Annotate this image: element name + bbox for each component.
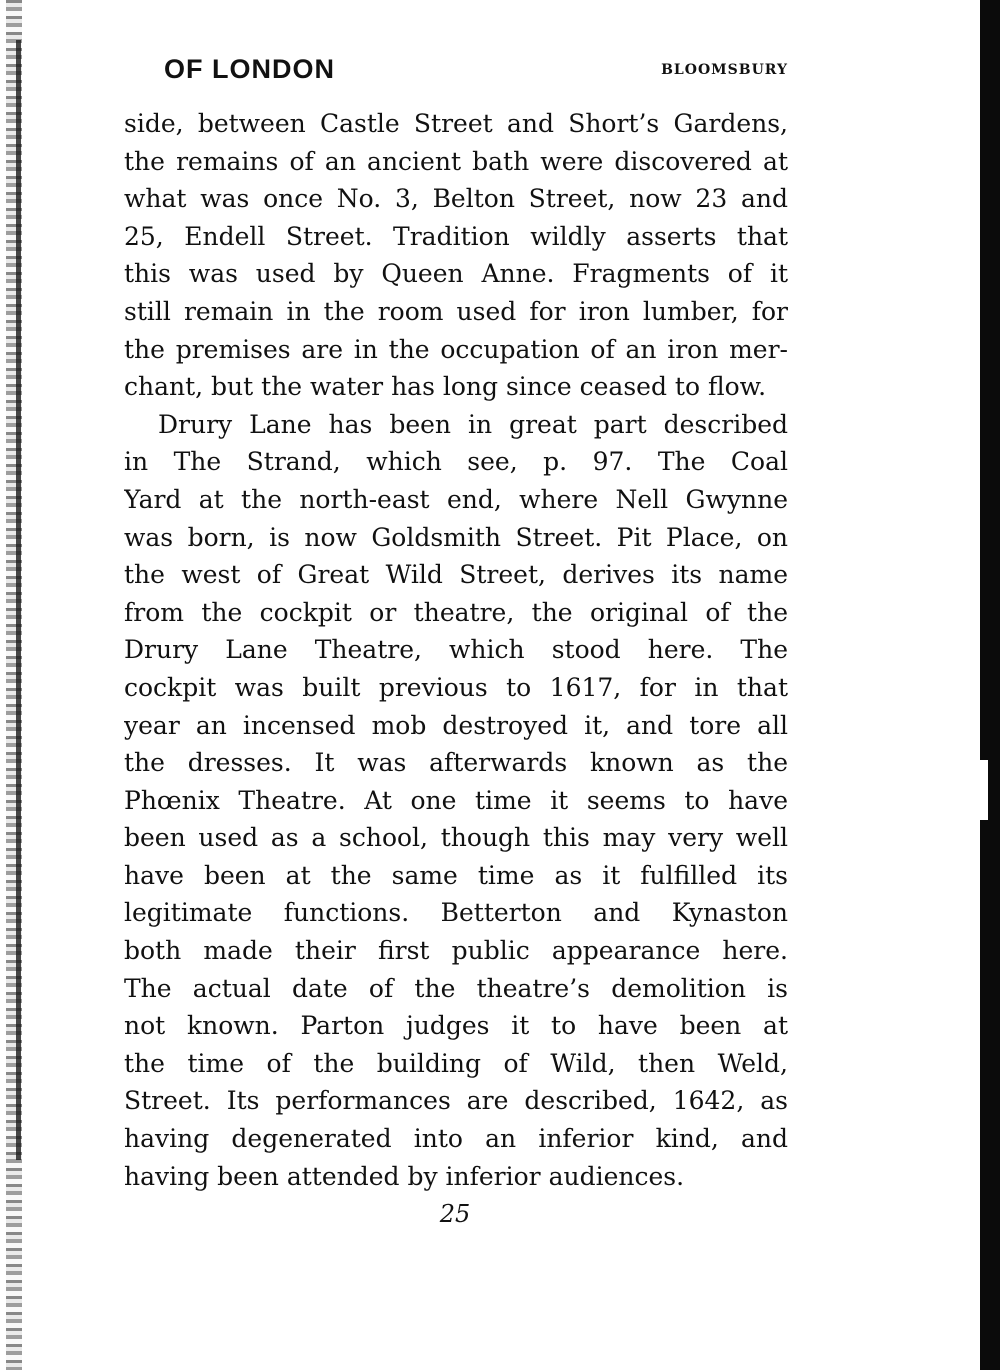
text-line: the premises are in the occupation of an iron mer- (124, 334, 788, 364)
text-line: still remain in the room used for iron lumber, for (124, 296, 788, 326)
scan-right-edge-gap (980, 760, 988, 820)
text-line: the time of the building of Wild, then Weld, (124, 1048, 788, 1078)
running-head-title: OF LONDON (164, 54, 335, 84)
paragraph-start-line: Drury Lane has been in great part described (158, 409, 788, 439)
scan-right-edge (980, 0, 1000, 1370)
scan-binding-shadow (16, 40, 21, 1160)
text-line: 25, Endell Street. Tradition wildly asserts that (124, 221, 788, 251)
body-text (124, 105, 788, 1195)
text-line: Yard at the north-east end, where Nell Gwynne (124, 484, 788, 514)
text-line: the west of Great Wild Street, derives its name (124, 560, 788, 590)
text-line: been used as a school, though this may very well (124, 823, 788, 853)
text-line: Drury Lane Theatre, which stood here. The (124, 635, 788, 665)
text-line: Phœnix Theatre. At one time it seems to have (124, 785, 788, 815)
text-line: chant, but the water has long since ceased to flow. (124, 372, 767, 402)
text-line: the remains of an ancient bath were discovered at (124, 146, 788, 176)
text-line: not known. Parton judges it to have been at (124, 1011, 788, 1041)
text-line: having been attended by inferior audiences. (124, 1161, 685, 1191)
text-line: in The Strand, which see, p. 97. The Coal (124, 447, 788, 477)
text-line: have been at the same time as it fulfilled its (124, 860, 788, 890)
text-line: side, between Castle Street and Short’s Gardens, (124, 109, 788, 138)
text-line: this was used by Queen Anne. Fragments of it (124, 259, 788, 289)
text-line: from the cockpit or theatre, the original of the (124, 597, 788, 627)
text-line: cockpit was built previous to 1617, for in that (124, 672, 788, 702)
text-line: both made their first public appearance here. (124, 936, 788, 966)
text-line: Street. Its performances are described, 1642, as (124, 1086, 788, 1116)
running-head (164, 52, 788, 92)
text-line: legitimate functions. Betterton and Kynaston (124, 898, 788, 928)
text-line: having degenerated into an inferior kind, and (124, 1124, 788, 1154)
text-line: year an incensed mob destroyed it, and tore all (124, 710, 788, 740)
page-number: 25 (439, 1200, 471, 1228)
text-line: The actual date of the theatre’s demolition is (124, 973, 788, 1003)
text-line: was born, is now Goldsmith Street. Pit Place, on (124, 522, 788, 552)
running-head-section: BLOOMSBURY (661, 62, 788, 78)
text-line: what was once No. 3, Belton Street, now 23 and (124, 184, 788, 214)
text-line: the dresses. It was afterwards known as the (124, 748, 788, 778)
